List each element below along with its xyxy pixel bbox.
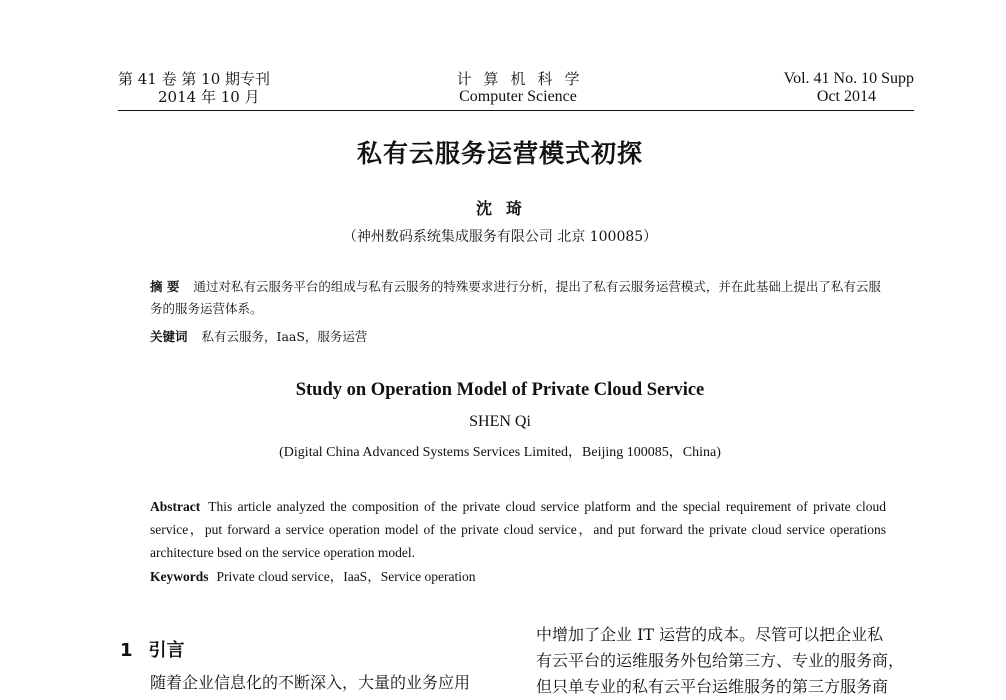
journal-name-en: Computer Science bbox=[459, 88, 577, 105]
author-en: SHEN Qi bbox=[469, 413, 531, 430]
journal-header bbox=[118, 70, 914, 110]
abstract-cn bbox=[150, 276, 890, 320]
abstract-text-cn: 通过对私有云服务平台的组成与私有云服务的特殊要求进行分析，提出了私有云服务运营模式，并在此基础上提出了私有云服务的服务运营体系。 bbox=[150, 279, 881, 316]
keywords-text-en: Private cloud service，IaaS，Service operation bbox=[216, 569, 476, 584]
affiliation-en: (Digital China Advanced Systems Services Limited，Beijing 100085，China) bbox=[279, 445, 721, 460]
header-issue-info bbox=[118, 70, 270, 106]
body-right-column bbox=[536, 622, 916, 700]
abstract-text-en: This article analyzed the composition of the private cloud service platform and the special requirement of private cloud service，put forward a service operation model of the private cloud service，and put forward the private cloud service operations architecture bsed on the service operation model. bbox=[150, 499, 886, 560]
header-date-cn: 2014 年 10 月 bbox=[158, 88, 260, 106]
section-number: 1 bbox=[120, 640, 133, 661]
author-cn: 沈琦 bbox=[475, 199, 536, 218]
keywords-en bbox=[150, 568, 886, 586]
journal-name-cn: 计算机科学 bbox=[456, 70, 592, 88]
header-volume-en: Vol. 41 No. 10 Supp bbox=[783, 70, 914, 87]
abstract-label-en: Abstract bbox=[150, 499, 201, 514]
header-rule bbox=[118, 110, 914, 111]
body-left-partial-line: 随着企业信息化的不断深入，大量的业务应用 bbox=[150, 673, 471, 692]
keywords-text-cn: 私有云服务，IaaS，服务运营 bbox=[201, 329, 368, 344]
section-title: 引言 bbox=[148, 640, 185, 661]
abstract-en bbox=[150, 495, 886, 564]
keywords-label-en: Keywords bbox=[150, 569, 209, 584]
body-line: 有云平台的运维服务外包给第三方、专业的服务商， bbox=[536, 651, 905, 670]
header-volume-issue: 第 41 卷 第 10 期专刊 bbox=[118, 70, 271, 88]
header-issue-info-en bbox=[784, 70, 914, 106]
paper-title-cn: 私有云服务运营模式初探 bbox=[356, 139, 643, 168]
paper-title-en: Study on Operation Model of Private Cloud Service bbox=[295, 380, 705, 400]
affiliation-cn: （神州数码系统集成服务有限公司 北京 100085） bbox=[342, 229, 658, 245]
body-line: 中增加了企业 IT 运营的成本。尽管可以把企业私 bbox=[536, 625, 884, 644]
header-date-en: Oct 2014 bbox=[816, 88, 876, 105]
body-line: 但只单专业的私有云平台运维服务的第三方服务商 bbox=[536, 677, 889, 696]
section-heading bbox=[120, 636, 185, 662]
abstract-label-cn: 摘 要 bbox=[150, 279, 180, 294]
header-journal-name bbox=[418, 70, 618, 106]
keywords-cn bbox=[150, 328, 890, 346]
keywords-label-cn: 关键词 bbox=[150, 329, 188, 344]
